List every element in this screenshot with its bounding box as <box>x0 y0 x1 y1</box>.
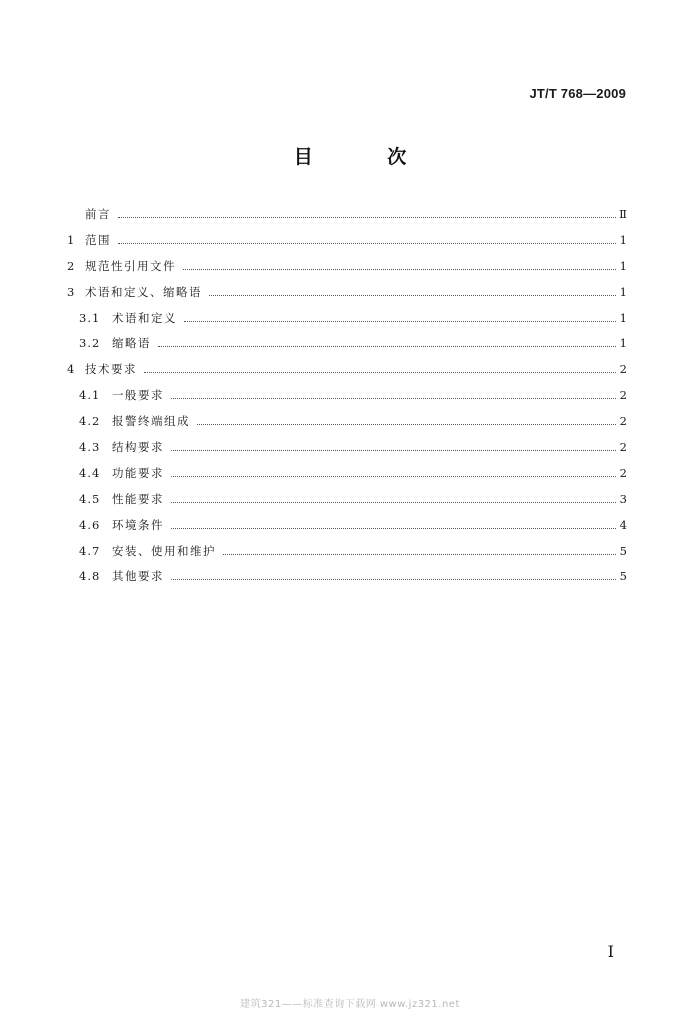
toc-entry-page: 2 <box>619 414 627 429</box>
dot-leader <box>158 346 616 347</box>
toc-entry-4-8[interactable] <box>67 564 627 590</box>
toc-entry-label: 功能要求 <box>112 465 164 480</box>
dot-leader <box>171 579 616 580</box>
toc-entry-3-1[interactable] <box>67 306 627 332</box>
toc-entry-label: 其他要求 <box>112 569 164 584</box>
toc-entry-number: 3.2 <box>79 336 101 351</box>
dot-leader <box>209 295 616 296</box>
toc-entry-label: 性能要求 <box>112 491 164 506</box>
dot-leader <box>171 450 616 451</box>
toc-entry-page: 2 <box>619 388 627 403</box>
toc-entry-number: 4.5 <box>79 491 101 506</box>
toc-entry-label: 缩略语 <box>112 336 151 351</box>
toc-entry-label: 环境条件 <box>112 517 164 532</box>
toc-entry-page: 1 <box>619 232 627 247</box>
toc-entry-1[interactable] <box>67 228 627 254</box>
toc-entry-number: 3.1 <box>79 310 101 325</box>
watermark: 建筑321——标准查询下载网 www.jz321.net <box>240 999 460 1010</box>
toc-entry-2[interactable] <box>67 254 627 280</box>
toc-entry-3[interactable] <box>67 280 627 306</box>
toc-entry-3-2[interactable] <box>67 331 627 357</box>
dot-leader <box>171 398 616 399</box>
dot-leader <box>144 372 616 373</box>
toc-entry-label: 安装、使用和维护 <box>112 543 216 558</box>
toc-entry-label: 结构要求 <box>112 440 164 455</box>
toc-entry-page: 1 <box>619 310 627 325</box>
toc-entry-number: 4.2 <box>79 414 101 429</box>
dot-leader <box>183 269 616 270</box>
toc-entry-4-7[interactable] <box>67 539 627 565</box>
page-title: 目 次 <box>293 146 441 168</box>
toc-entry-4[interactable] <box>67 357 627 383</box>
dot-leader <box>118 243 616 244</box>
standard-code: JT/T 768—2009 <box>529 86 626 101</box>
table-of-contents <box>67 202 627 590</box>
toc-entry-page: 5 <box>619 543 627 558</box>
toc-entry-page: 2 <box>619 440 627 455</box>
toc-entry-4-2[interactable] <box>67 409 627 435</box>
toc-entry-label: 术语和定义 <box>112 310 177 325</box>
dot-leader <box>171 502 616 503</box>
dot-leader <box>197 424 616 425</box>
toc-entry-label: 技术要求 <box>85 362 137 377</box>
toc-entry-page: 1 <box>619 284 627 299</box>
page-number: I <box>607 942 614 961</box>
toc-entry-label: 一般要求 <box>112 388 164 403</box>
toc-entry-label: 报警终端组成 <box>112 414 190 429</box>
toc-entry-page: 4 <box>619 517 627 532</box>
toc-entry-number: 4.3 <box>79 440 101 455</box>
toc-entry-label: 规范性引用文件 <box>85 258 176 273</box>
toc-entry-page: 1 <box>619 258 627 273</box>
toc-entry-4-4[interactable] <box>67 461 627 487</box>
dot-leader <box>171 528 616 529</box>
toc-entry-4-3[interactable] <box>67 435 627 461</box>
toc-entry-page: 5 <box>619 569 627 584</box>
toc-entry-number: 2 <box>67 258 76 273</box>
toc-entry-number: 4.1 <box>79 388 101 403</box>
toc-entry-label: 术语和定义、缩略语 <box>85 284 202 299</box>
toc-entry-number: 3 <box>67 284 76 299</box>
dot-leader <box>223 554 616 555</box>
toc-entry-label: 范围 <box>85 232 111 247</box>
toc-entry-number: 1 <box>67 232 76 247</box>
dot-leader <box>118 217 616 218</box>
dot-leader <box>171 476 616 477</box>
toc-entry-page: 1 <box>619 336 627 351</box>
toc-entry-page: Ⅱ <box>619 207 627 221</box>
toc-entry-number: 4.4 <box>79 465 101 480</box>
toc-entry-foreword[interactable] <box>67 202 627 228</box>
toc-entry-4-6[interactable] <box>67 513 627 539</box>
toc-entry-4-1[interactable] <box>67 383 627 409</box>
toc-entry-number: 4 <box>67 362 76 377</box>
dot-leader <box>184 321 616 322</box>
toc-entry-number: 4.8 <box>79 569 101 584</box>
toc-entry-page: 2 <box>619 362 627 377</box>
toc-entry-page: 3 <box>619 491 627 506</box>
toc-entry-page: 2 <box>619 465 627 480</box>
toc-entry-number: 4.7 <box>79 543 101 558</box>
toc-entry-label: 前言 <box>85 207 111 221</box>
toc-entry-4-5[interactable] <box>67 487 627 513</box>
toc-entry-number: 4.6 <box>79 517 101 532</box>
